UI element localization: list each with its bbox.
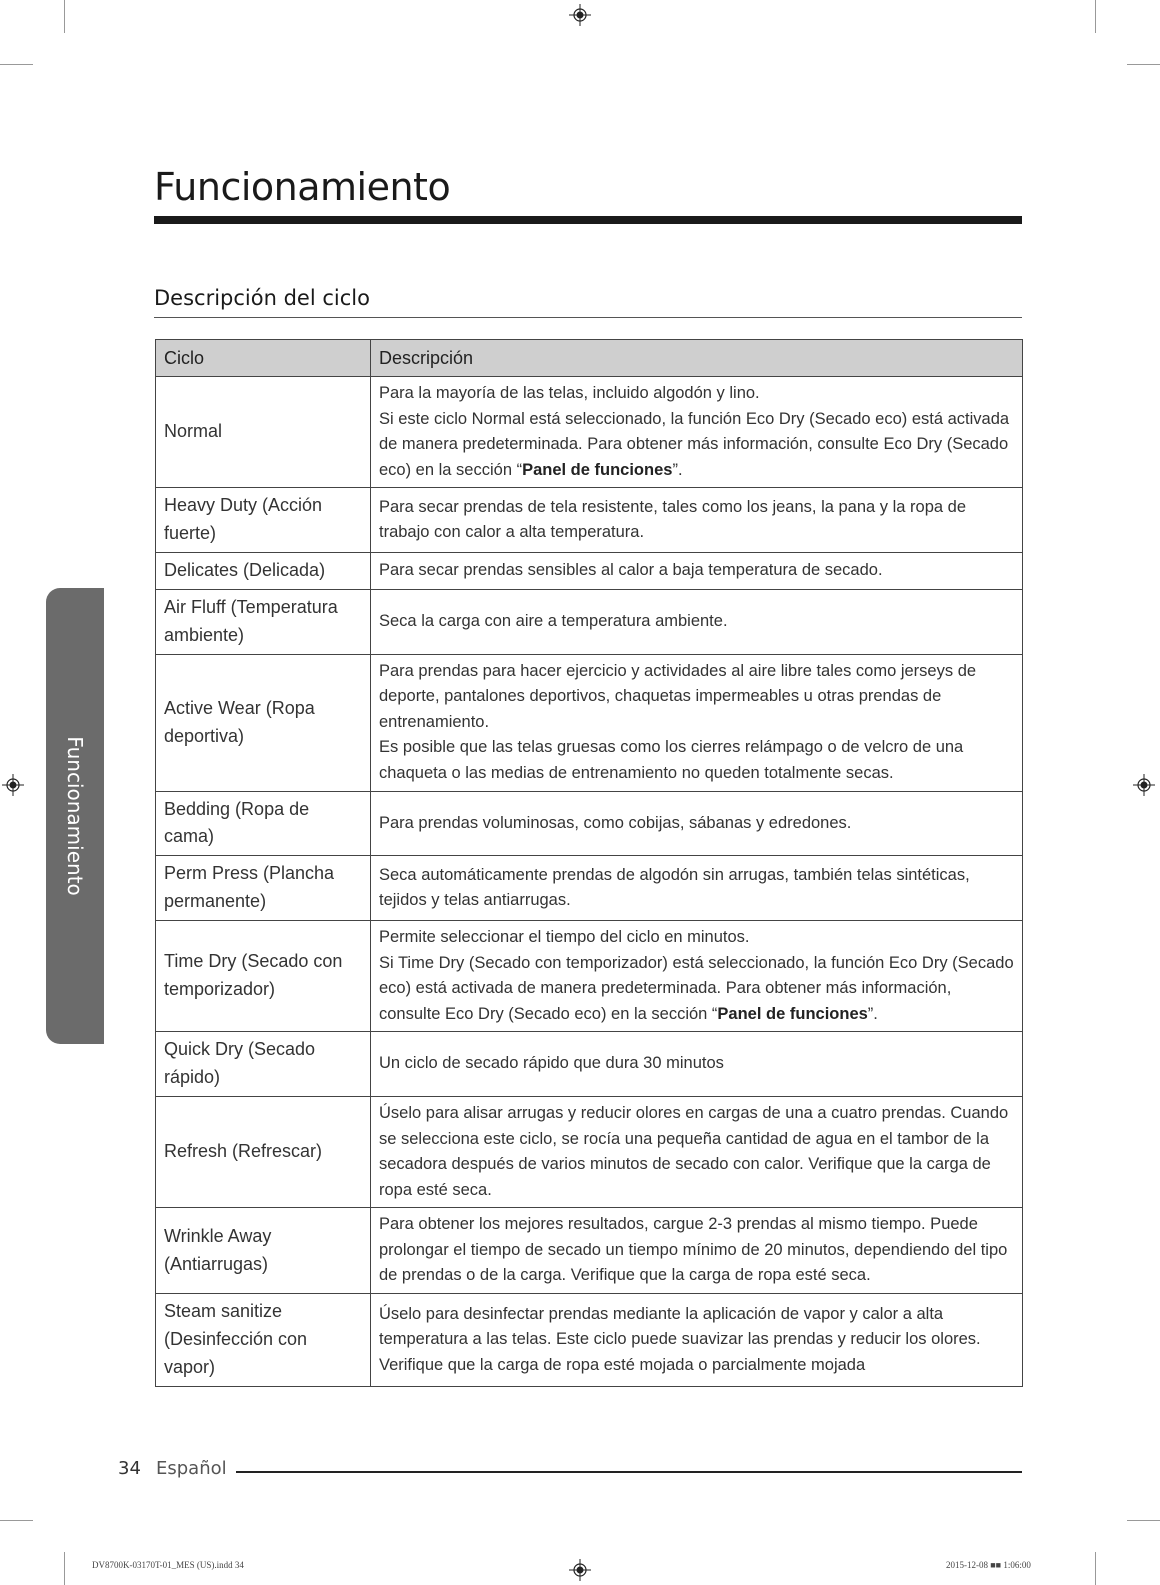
registration-mark-icon <box>1133 774 1155 796</box>
cycle-name: Time Dry (Secado con temporizador) <box>156 921 371 1032</box>
description-paragraph <box>379 659 1014 736</box>
cycle-name: Steam sanitize (Desinfección con vapor) <box>156 1294 371 1387</box>
table-row <box>156 856 1023 921</box>
cycle-name: Quick Dry (Secado rápido) <box>156 1032 371 1097</box>
section-title: Descripción del ciclo <box>154 286 370 310</box>
header-cycle: Ciclo <box>156 340 371 377</box>
table-row <box>156 1032 1023 1097</box>
table-row <box>156 1294 1023 1387</box>
table-row <box>156 553 1023 590</box>
cycle-table <box>155 339 1023 1387</box>
description-text: Para secar prendas sensibles al calor a baja temperatura de secado. <box>379 561 883 580</box>
title-rule <box>154 216 1022 224</box>
side-tab <box>46 588 104 1044</box>
page-number: 34 <box>118 1458 141 1479</box>
table-row <box>156 1208 1023 1294</box>
crop-mark <box>1095 0 1096 33</box>
side-tab-label: Funcionamiento <box>63 736 87 896</box>
description-paragraph <box>379 735 1014 786</box>
description-text: ”. <box>672 460 683 479</box>
footer-language: Español <box>156 1458 227 1479</box>
registration-mark-icon <box>2 774 24 796</box>
print-slug: DV8700K-03170T-01_MES (US).indd 34 <box>92 1560 244 1570</box>
table-row <box>156 377 1023 488</box>
description-text: Para prendas voluminosas, como cobijas, sábanas y edredones. <box>379 813 852 832</box>
description-text: Para prendas para hacer ejercicio y actividades al aire libre tales como jerseys de deporte, pantalones deportivos, chaquetas impermeables u otras prendas de entrenamiento. <box>379 661 977 731</box>
table-row <box>156 921 1023 1032</box>
registration-mark-icon <box>569 4 591 26</box>
cycle-name: Heavy Duty (Acción fuerte) <box>156 488 371 553</box>
cycle-description <box>371 589 1023 654</box>
description-paragraph <box>379 1212 1014 1289</box>
cycle-description <box>371 921 1023 1032</box>
table-row <box>156 488 1023 553</box>
section-reference: Panel de funciones <box>522 460 673 479</box>
description-text: Seca la carga con aire a temperatura ambiente. <box>379 612 728 631</box>
table-header-row <box>156 340 1023 377</box>
cycle-name: Air Fluff (Temperatura ambiente) <box>156 589 371 654</box>
cycle-name: Wrinkle Away (Antiarrugas) <box>156 1208 371 1294</box>
cycle-description <box>371 488 1023 553</box>
cycle-description <box>371 1032 1023 1097</box>
crop-mark <box>0 1520 33 1521</box>
crop-mark <box>64 1552 65 1585</box>
description-text: ”. <box>867 1004 878 1023</box>
table-row <box>156 791 1023 856</box>
footer-rule <box>236 1471 1022 1473</box>
cycle-name: Refresh (Refrescar) <box>156 1097 371 1208</box>
table-row <box>156 654 1023 791</box>
crop-mark <box>64 0 65 33</box>
description-text: Para obtener los mejores resultados, cargue 2-3 prendas al mismo tiempo. Puede prolongar el tiempo de secado un tiempo mínimo de 20 minutos, dependiendo del tipo de prendas o de la carga. Verifique que la carga de ropa esté seca. <box>379 1215 1008 1285</box>
crop-mark <box>0 64 33 65</box>
cycle-description <box>371 1097 1023 1208</box>
section-reference: Panel de funciones <box>717 1004 868 1023</box>
cycle-name: Normal <box>156 377 371 488</box>
description-paragraph <box>379 925 1014 951</box>
cycle-description <box>371 377 1023 488</box>
print-timestamp: 2015-12-08 ■■ 1:06:00 <box>946 1560 1031 1570</box>
cycle-description <box>371 791 1023 856</box>
cycle-name: Perm Press (Plancha permanente) <box>156 856 371 921</box>
description-paragraph <box>379 407 1014 484</box>
cycle-name: Delicates (Delicada) <box>156 553 371 590</box>
description-paragraph <box>379 609 1014 635</box>
description-text: Úselo para desinfectar prendas mediante la aplicación de vapor y calor a alta temperatura a las telas. Este ciclo puede suavizar las prendas y reducir los olores. Verifique que la carga de ropa esté mojada o parcialmente mojada <box>379 1304 981 1374</box>
description-text: Si Time Dry (Secado con temporizador) está seleccionado, la función Eco Dry (Secado eco) está activada de manera predeterminada. Para obtener más información, consulte Eco Dry (Secado eco) en la sección “ <box>379 953 1014 1023</box>
cycle-description <box>371 1294 1023 1387</box>
cycle-description <box>371 856 1023 921</box>
description-text: Si este ciclo Normal está seleccionado, la función Eco Dry (Secado eco) está activada de manera predeterminada. Para obtener más información, consulte Eco Dry (Secado eco) en la sección “ <box>379 409 1010 479</box>
cycle-name: Bedding (Ropa de cama) <box>156 791 371 856</box>
description-text: Seca automáticamente prendas de algodón sin arrugas, también telas sintéticas, tejidos y telas antiarrugas. <box>379 865 970 910</box>
table-row <box>156 589 1023 654</box>
description-paragraph <box>379 863 1014 914</box>
description-paragraph <box>379 951 1014 1028</box>
cycle-description <box>371 553 1023 590</box>
description-paragraph <box>379 1051 1014 1077</box>
page-title: Funcionamiento <box>154 165 451 209</box>
crop-mark <box>1127 64 1160 65</box>
cycle-rows <box>156 377 1023 1387</box>
registration-mark-icon <box>569 1559 591 1581</box>
header-description: Descripción <box>371 340 1023 377</box>
section-rule <box>154 317 1022 318</box>
cycle-description <box>371 654 1023 791</box>
table-row <box>156 1097 1023 1208</box>
cycle-description <box>371 1208 1023 1294</box>
description-paragraph <box>379 381 1014 407</box>
cycle-name: Active Wear (Ropa deportiva) <box>156 654 371 791</box>
description-paragraph <box>379 1302 1014 1379</box>
description-text: Un ciclo de secado rápido que dura 30 minutos <box>379 1054 724 1073</box>
crop-mark <box>1127 1520 1160 1521</box>
description-paragraph <box>379 1101 1014 1203</box>
crop-mark <box>1095 1552 1096 1585</box>
description-text: Para la mayoría de las telas, incluido algodón y lino. <box>379 384 760 402</box>
description-paragraph <box>379 811 1014 837</box>
description-text: Permite seleccionar el tiempo del ciclo en minutos. <box>379 928 750 947</box>
description-paragraph <box>379 558 1014 584</box>
description-paragraph <box>379 495 1014 546</box>
description-text: Para secar prendas de tela resistente, tales como los jeans, la pana y la ropa de trabajo con calor a alta temperatura. <box>379 497 967 542</box>
description-text: Es posible que las telas gruesas como los cierres relámpago o de velcro de una chaqueta o las medias de entrenamiento no queden totalmente secas. <box>379 738 964 782</box>
description-text: Úselo para alisar arrugas y reducir olores en cargas de una a cuatro prendas. Cuando se selecciona este ciclo, se rocía una pequeña cantidad de agua en el tambor de la secadora después de varios minutos de secado con calor. Verifique que la carga de ropa esté seca. <box>379 1104 1009 1199</box>
